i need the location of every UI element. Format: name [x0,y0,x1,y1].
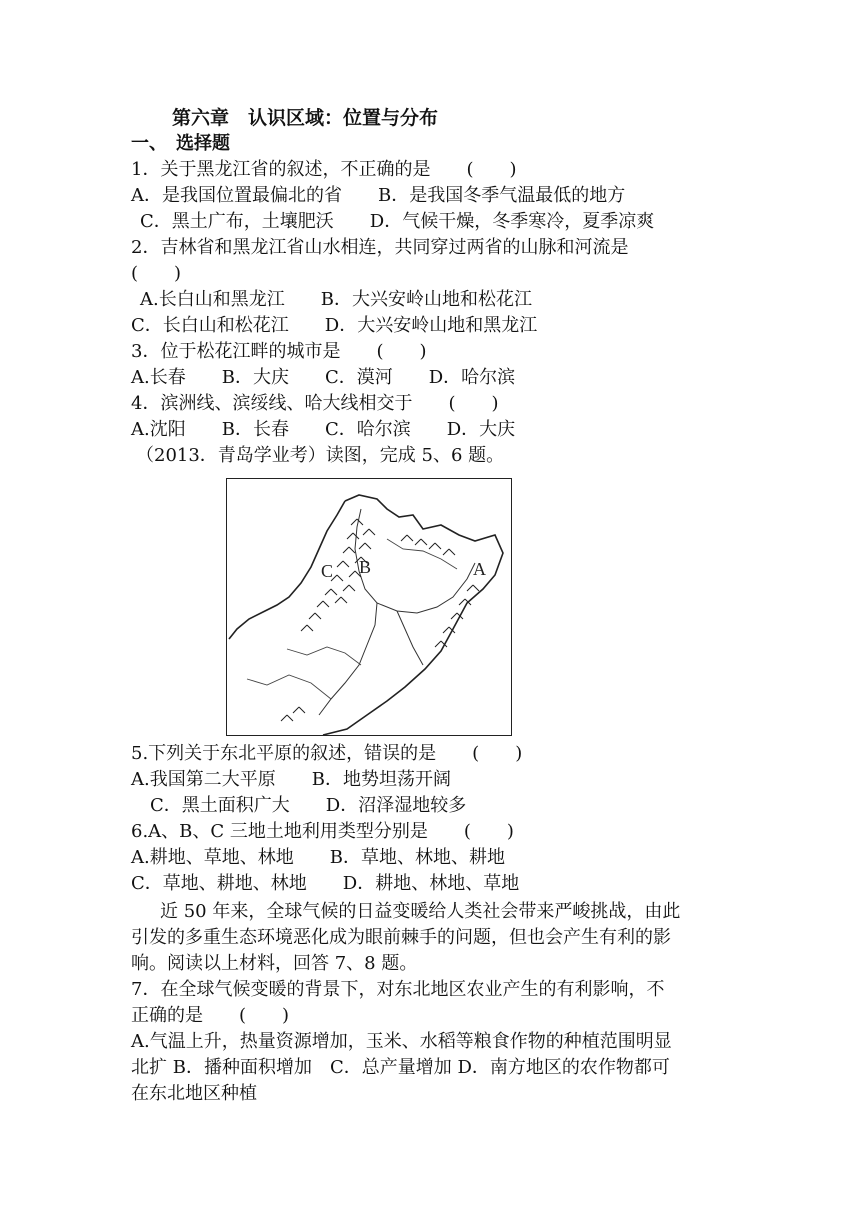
question-5-stem: 5.下列关于东北平原的叙述，错误的是 ( ) [131,743,523,764]
question-6-options-cd: C．草地、耕地、林地 D．耕地、林地、草地 [131,873,520,894]
question-6-options-ab: A.耕地、草地、林地 B．草地、林地、耕地 [131,847,505,868]
question-2-stem: 2．吉林省和黑龙江省山水相连，共同穿过两省的山脉和河流是 [131,237,629,258]
passage-line-2: 引发的多重生态环境恶化成为眼前棘手的问题，但也会产生有利的影 [131,927,671,948]
question-3-options: A.长春 B．大庆 C．漠河 D．哈尔滨 [131,367,516,388]
questions-5-6-intro: （2013．青岛学业考）读图，完成 5、6 题。 [136,445,505,466]
passage-line-1: 近 50 年来，全球气候的日益变暖给人类社会带来严峻挑战，由此 [160,901,681,922]
question-7-stem-1: 7．在全球气候变暖的背景下，对东北地区农业产生的有利影响，不 [131,979,665,1000]
question-3-stem: 3．位于松花江畔的城市是 ( ) [131,341,427,362]
question-2-options-cd: C．长白山和松花江 D．大兴安岭山地和黑龙江 [131,315,538,336]
question-1-options-ab: A．是我国位置最偏北的省 B．是我国冬季气温最低的地方 [131,185,626,206]
map-drawing [227,479,511,735]
question-5-options-cd: C．黑土面积广大 D．沼泽湿地较多 [150,795,467,816]
question-7-options-line-3: 在东北地区种植 [131,1083,257,1104]
question-7-options-line-2: 北扩 B．播种面积增加 C．总产量增加 D．南方地区的农作物都可 [131,1057,670,1078]
question-4-options: A.沈阳 B．长春 C．哈尔滨 D．大庆 [131,419,516,440]
northeast-china-map [226,478,512,736]
section-heading: 一、 选择题 [131,133,230,154]
question-2-options-ab: A.长白山和黑龙江 B．大兴安岭山地和松花江 [140,289,532,310]
question-1-stem: 1．关于黑龙江省的叙述，不正确的是 ( ) [131,159,517,180]
question-7-options-line-1: A.气温上升，热量资源增加，玉米、水稻等粮食作物的种植范围明显 [131,1031,672,1052]
question-6-stem: 6.A、B、C 三地土地利用类型分别是 ( ) [131,821,514,842]
question-4-stem: 4．滨洲线、滨绥线、哈大线相交于 ( ) [131,393,499,414]
chapter-title: 第六章 认识区域：位置与分布 [172,107,439,129]
passage-line-3: 响。阅读以上材料，回答 7、8 题。 [131,953,418,974]
map-label-a: A [473,559,486,579]
question-7-stem-2: 正确的是 ( ) [131,1005,290,1026]
map-label-c: C [321,561,334,581]
question-5-options-ab: A.我国第二大平原 B．地势坦荡开阔 [131,769,451,790]
question-2-paren: ( ) [131,263,182,284]
question-1-options-cd: C．黑土广布，土壤肥沃 D．气候干燥，冬季寒冷，夏季凉爽 [140,211,655,232]
map-label-b: B [359,557,372,577]
